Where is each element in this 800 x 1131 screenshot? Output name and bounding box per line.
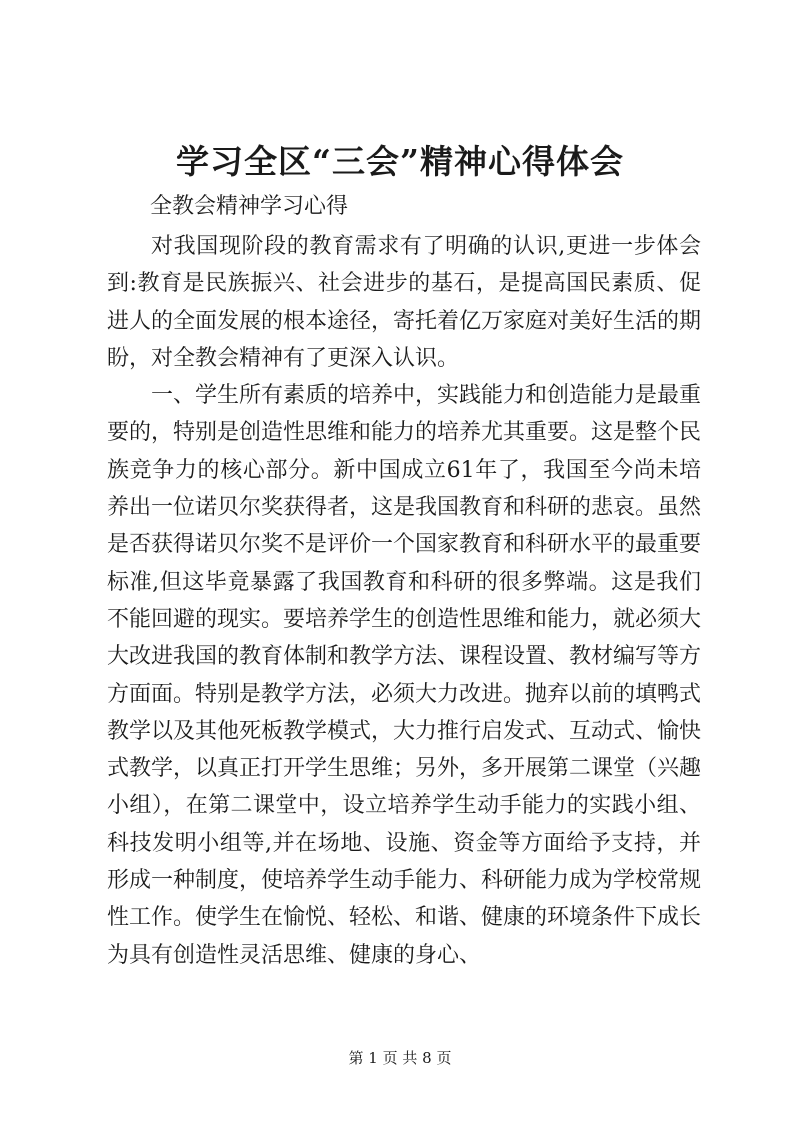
page-number: 第 1 页 共 8 页 [348,1049,452,1067]
document-title: 学习全区“三会”精神心得体会 [176,142,624,181]
paragraph: 一、学生所有素质的培养中，实践能力和创造能力是最重要的，特别是创造性思维和能力的培养尤其重要。这是整个民族竞争力的核心部分。新中国成立61年了，我国至今尚未培养出一位诺贝尔奖获得者，这是我国教育和科研的悲哀。虽然是否获得诺贝尔奖不是评价一个国家教育和科研水平的最重要标准,但这毕竟暴露了我国教育和科研的很多弊端。这是我们不能回避的现实。要培养学生的创造性思维和能力，就必须大大改进我国的教育体制和教学方法、课程设置、教材编写等方方面面。特别是教学方法，必须大力改进。抛弃以前的填鸭式教学以及其他死板教学模式，大力推行启发式、互动式、愉快式教学，以真正打开学生思维；另外，多开展第二课堂（兴趣小组），在第二课堂中，设立培养学生动手能力的实践小组、科技发明小组等,并在场地、设施、资金等方面给予支持，并形成一种制度，使培养学生动手能力、科研能力成为学校常规性工作。使学生在愉悦、轻松、和谐、健康的环境条件下成长为具有创造性灵活思维、健康的身心、 [107,383,702,968]
paragraph: 对我国现阶段的教育需求有了明确的认识,更进一步体会到:教育是民族振兴、社会进步的基石，是提高国民素质、促进人的全面发展的根本途径，寄托着亿万家庭对美好生活的期盼，对全教会精神有了更深入认识。 [107,234,702,371]
document-subtitle: 全教会精神学习心得 [150,194,349,219]
document-body [107,228,701,974]
